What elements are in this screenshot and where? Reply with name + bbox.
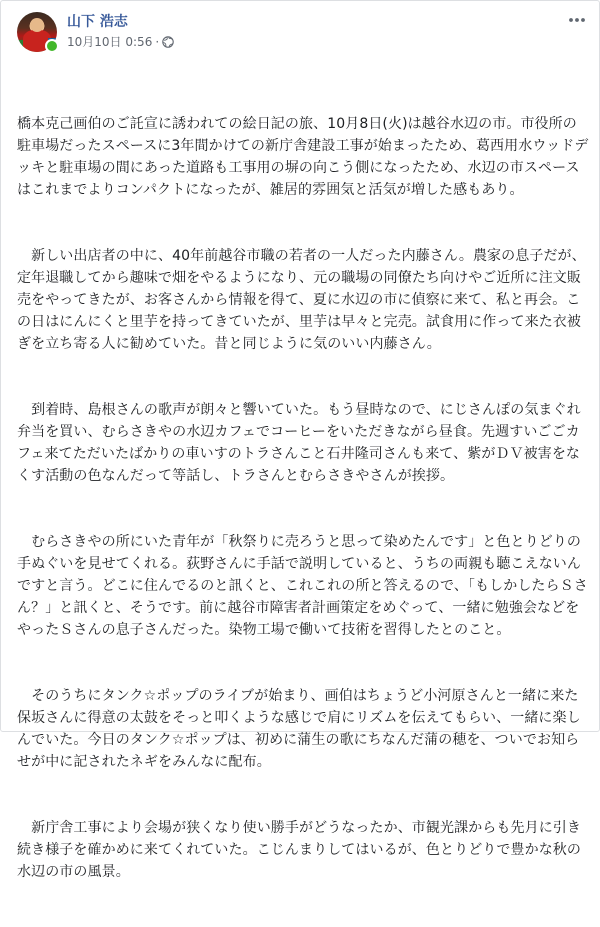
- post-paragraph: 新庁舎工事により会場が狭くなり使い勝手がどうなったか、市観光課からも先月に引き続き様子を確かめに来てくれていた。こじんまりしてはいるが、色とりどりで豊かな秋の水辺の市の風景。: [17, 820, 581, 880]
- post-paragraph: むらさきやの所にいた青年が「秋祭りに売ろうと思って染めたんです」と色とりどりの手ぬぐいを見せてくれる。荻野さんに手話で説明していると、うちの両親も聴こえないんですと言う。どこに住んでるのと訊くと、これこれの所と答えるので、「もしかしたらＳさん？」と訊くと、そうです。前に越谷市障害者計画策定をめぐって、一緒に勉強会などをやったＳさんの息子さんだった。染物工場で働いて技術を習得したとのこと。: [17, 534, 588, 638]
- post-body: [17, 69, 589, 927]
- post-date[interactable]: 10月10日: [67, 35, 122, 49]
- post-paragraph: そのうちにタンク☆ポップのライブが始まり、画伯はちょうど小河原さんと一緒に来た保坂さんに得意の太鼓をそっと叩くような感じで肩にリズムを伝えてもらい、一緒に楽しんでいた。今日のタンク☆ポップは、初めに蒲生の歌にちなんだ蒲の穂を、ついでお知らせが中に記されたネギをみんなに配布。: [17, 688, 581, 770]
- post-paragraph: 新しい出店者の中に、40年前越谷市職の若者の一人だった内藤さん。農家の息子だが、定年退職してから趣味で畑をやるようになり、元の職場の同僚たち向けやご近所に注文販売をやってきたが、お客さんから情報を得て、夏に水辺の市に偵察に来て、私と再会。この日はにんにくと里芋を持ってきていたが、里芋は早々と完売。試食用に作って来た衣被ぎを立ち寄る人に勧めていた。昔と同じように気のいい内藤さん。: [17, 248, 586, 352]
- post-paragraph: 橋本克己画伯のご託宣に誘われての絵日記の旅、10月8日(火)は越谷水辺の市。市役所の駐車場だったスペースに3年間かけての新庁舎建設工事が始まったため、葛西用水ウッドデッキと駐車場の間にあった道路も工事用の塀の向こう側になったため、水辺の市スペースはこれまでよりコンパクトになったが、雑居的雰囲気と活気が増した感もあり。: [17, 116, 589, 198]
- post-header: [17, 12, 587, 60]
- online-status-indicator: [45, 39, 59, 53]
- more-horizontal-icon[interactable]: [567, 14, 587, 26]
- globe-icon[interactable]: [162, 36, 174, 48]
- author-avatar[interactable]: [17, 12, 57, 52]
- post-meta: [67, 34, 174, 50]
- meta-separator: ·: [155, 35, 160, 49]
- post-time[interactable]: 0:56: [125, 35, 153, 49]
- author-name-link[interactable]: 山下 浩志: [67, 14, 128, 30]
- post-paragraph: 到着時、島根さんの歌声が朗々と響いていた。もう昼時なので、にじさんぽの気まぐれ弁当を買い、むらさきやの水辺カフェでコーヒーをいただきながら昼食。先週すいごごカフェ来てただいたばかりの車いすのトラさんこと石井隆司さんも来て、紫がＤＶ被害をなくす活動の色なんだって等話し、トラさんとむらさきやさんが挨拶。: [17, 402, 581, 484]
